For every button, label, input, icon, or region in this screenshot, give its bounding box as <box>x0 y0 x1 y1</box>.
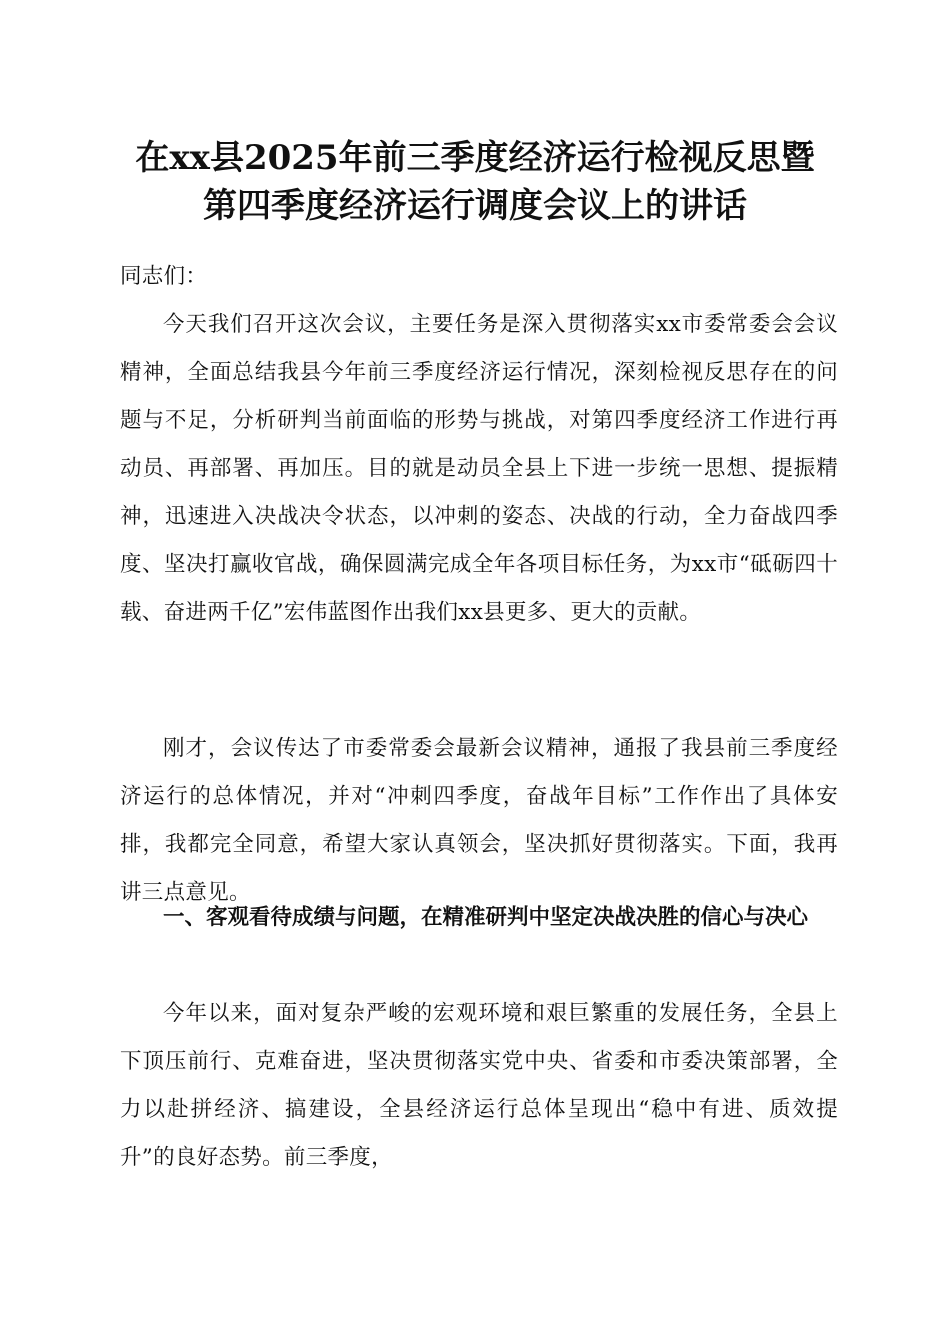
salutation: 同志们： <box>120 264 208 289</box>
paragraph-agenda: 刚才，会议传达了市委常委会最新会议精神，通报了我县前三季度经济运行的总体情况，并对“冲刺四季度，奋战年目标”工作作出了具体安排，我都完全同意，希望大家认真领会，坚决抓好贯彻落实。下面，我再讲三点意见。 <box>120 736 838 905</box>
paragraph-opening: 今天我们召开这次会议，主要任务是深入贯彻落实xx市委常委会会议精神，全面总结我县今年前三季度经济运行情况，深刻检视反思存在的问题与不足，分析研判当前面临的形势与挑战，对第四季度经济工作进行再动员、再部署、再加压。目的就是动员全县上下进一步统一思想、提振精神，迅速进入决战决令状态，以冲刺的姿态、决战的行动，全力奋战四季度、坚决打赢收官战，确保圆满完成全年各项目标任务，为xx市“砥砺四十载、奋进两千亿”宏伟蓝图作出我们xx县更多、更大的贡献。 <box>120 312 838 625</box>
paragraph-section-1: 今年以来，面对复杂严峻的宏观环境和艰巨繁重的发展任务，全县上下顶压前行、克难奋进，坚决贯彻落实党中央、省委和市委决策部署，全力以赴拼经济、搞建设，全县经济运行总体呈现出“稳中有进、质效提升”的良好态势。前三季度， <box>120 1001 838 1170</box>
document-title-line-2: 第四季度经济运行调度会议上的讲话 <box>203 186 747 226</box>
section-heading-1: 一、客观看待成绩与问题，在精准研判中坚定决战决胜的信心与决心 <box>163 905 809 930</box>
document-title-line-1: 在xx县2025年前三季度经济运行检视反思暨 <box>135 138 815 178</box>
